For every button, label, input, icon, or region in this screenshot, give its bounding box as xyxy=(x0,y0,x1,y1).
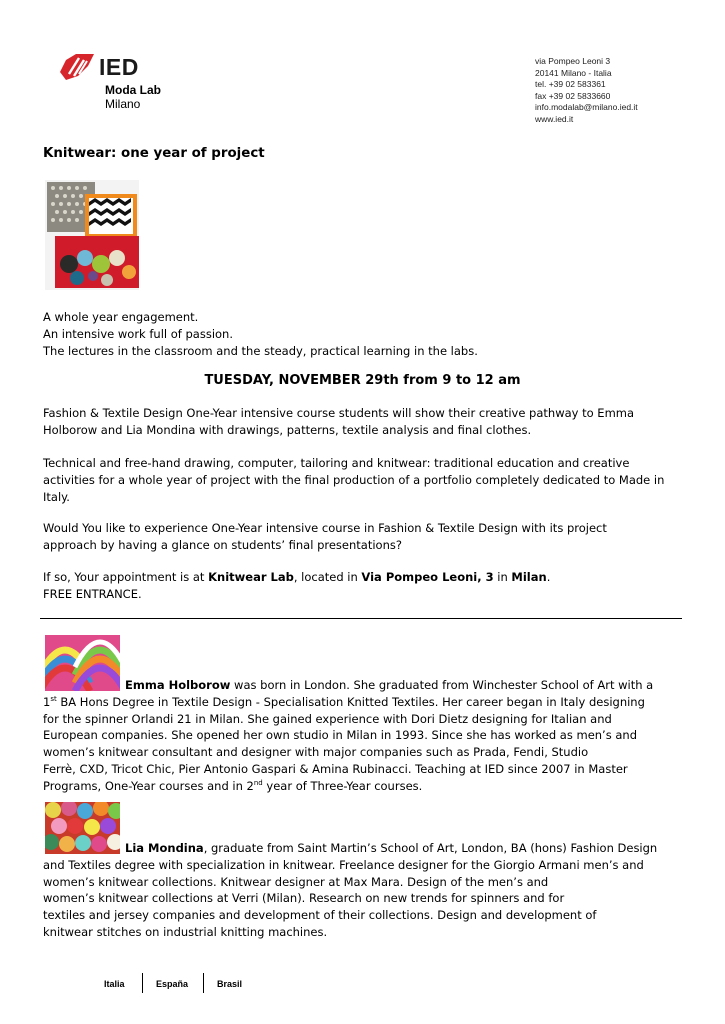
bio-line: Ferrè, CXD, Tricot Chic, Pier Antonio Gaspari & Amina Rubinacci. Teaching at IED since 2007 in Master xyxy=(43,761,628,776)
bio-line xyxy=(43,778,653,795)
location-text: If so, Your appointment is at xyxy=(43,570,209,584)
contact-email[interactable]: info.modalab@milano.ied.it xyxy=(535,102,638,113)
bio-superscript: st xyxy=(50,694,57,703)
location-city: Milan xyxy=(511,570,547,584)
logo-city: Milano xyxy=(105,97,141,111)
location-line xyxy=(43,569,693,586)
paragraph-line: Would You like to experience One-Year intensive course in Fashion & Textile Design with its project xyxy=(43,521,607,535)
paragraph-students xyxy=(43,405,693,439)
contact-block xyxy=(535,56,638,126)
knitwear-swatches-image xyxy=(45,180,139,290)
bio-line: textiles and jersey companies and development of their collections. Design and development of xyxy=(43,908,597,923)
bio-emma-holborow xyxy=(43,677,653,795)
contact-city: 20141 Milano - Italia xyxy=(535,67,612,78)
location-address: Via Pompeo Leoni, 3 xyxy=(361,570,494,584)
contact-website[interactable]: www.ied.it xyxy=(535,113,574,124)
bio-text: , graduate from Saint Martin’s School of Art, London, BA (hons) Fashion Design xyxy=(203,841,658,855)
contact-phone: tel. +39 02 583361 xyxy=(535,79,606,90)
contact-fax: fax +39 02 5833660 xyxy=(535,90,611,101)
bio-superscript: nd xyxy=(253,778,263,787)
paragraph-line: Fashion & Textile Design One-Year intensive course students will show their creative pathway to Emma xyxy=(43,406,635,420)
footer-divider xyxy=(203,973,204,993)
location-text: in xyxy=(493,570,512,584)
intro-text xyxy=(43,309,478,359)
logo-subtitle: Moda Lab xyxy=(105,83,161,97)
bio-text: was born in London. She graduated from Winchester School of Art with a xyxy=(230,678,654,692)
ied-logo-mark-icon xyxy=(58,52,96,82)
intro-line: The lectures in the classroom and the steady, practical learning in the labs. xyxy=(43,343,478,358)
footer-link-italia[interactable]: Italia xyxy=(104,979,125,989)
footer-link-espana[interactable]: España xyxy=(156,979,189,989)
bio-line: women’s knitwear collections. Knitwear designer at Max Mara. Design of the men’s and xyxy=(43,874,549,889)
footer-divider xyxy=(142,973,143,993)
bio-line xyxy=(43,694,653,711)
location-venue: Knitwear Lab xyxy=(208,570,294,584)
free-entrance-line: FREE ENTRANCE. xyxy=(43,586,142,601)
logo-text: IED xyxy=(99,54,139,80)
bio-line: and Textiles degree with specialization in knitwear. Freelance designer for the Giorgio Armani men’s and xyxy=(43,857,644,872)
bio-text: 1 xyxy=(43,694,51,709)
bio-text: year of Three-Year courses. xyxy=(262,778,423,793)
bio-text: Programs, One-Year courses and in 2 xyxy=(43,778,254,793)
bio-name: Emma Holborow xyxy=(125,678,231,692)
paragraph-location xyxy=(43,569,693,603)
paragraph-activities xyxy=(43,455,693,505)
location-text: , located in xyxy=(293,570,362,584)
contact-address: via Pompeo Leoni 3 xyxy=(535,56,611,66)
bio-line xyxy=(43,840,657,857)
intro-line: An intensive work full of passion. xyxy=(43,326,234,341)
bio-name: Lia Mondina xyxy=(125,841,204,855)
bio-line: women’s knitwear collections at Verri (Milan). Research on new trends for spinners and for xyxy=(43,891,565,906)
paragraph-line: approach by having a glance on students’ final presentations? xyxy=(43,537,402,552)
intro-line: A whole year engagement. xyxy=(43,310,199,324)
bio-line xyxy=(43,677,653,694)
paragraph-invitation xyxy=(43,520,693,554)
bio-line: European companies. She opened her own studio in Milan in 1993. Since she has worked as men’s and xyxy=(43,728,637,743)
bio-lia-mondina xyxy=(43,840,657,941)
bio-line: knitwear stitches on industrial knitting machines. xyxy=(43,924,328,939)
bio-line: women’s knitwear consultant and designer with major companies such as Prada, Fendi, Studio xyxy=(43,745,589,760)
bio-line: for the spinner Orlandi 21 in Milan. She gained experience with Dori Dietz designing for Italian and xyxy=(43,711,612,726)
ied-logo xyxy=(58,52,178,114)
footer-link-brasil[interactable]: Brasil xyxy=(217,979,243,989)
location-text: . xyxy=(546,570,551,584)
page-title: Knitwear: one year of project xyxy=(43,146,265,161)
paragraph-line: activities for a whole year of project with the final production of a portfolio completely dedicated to Made in xyxy=(43,472,665,487)
paragraph-line: Technical and free-hand drawing, computer, tailoring and knitwear: traditional education and creative xyxy=(43,456,630,470)
event-date-heading: TUESDAY, NOVEMBER 29th from 9 to 12 am xyxy=(204,373,521,388)
paragraph-line: Holborow and Lia Mondina with drawings, patterns, textile analysis and final clothes. xyxy=(43,422,532,437)
section-divider xyxy=(40,618,682,619)
paragraph-line: Italy. xyxy=(43,489,70,504)
bio-text: BA Hons Degree in Textile Design - Specialisation Knitted Textiles. Her career began in Italy designing xyxy=(56,694,645,709)
